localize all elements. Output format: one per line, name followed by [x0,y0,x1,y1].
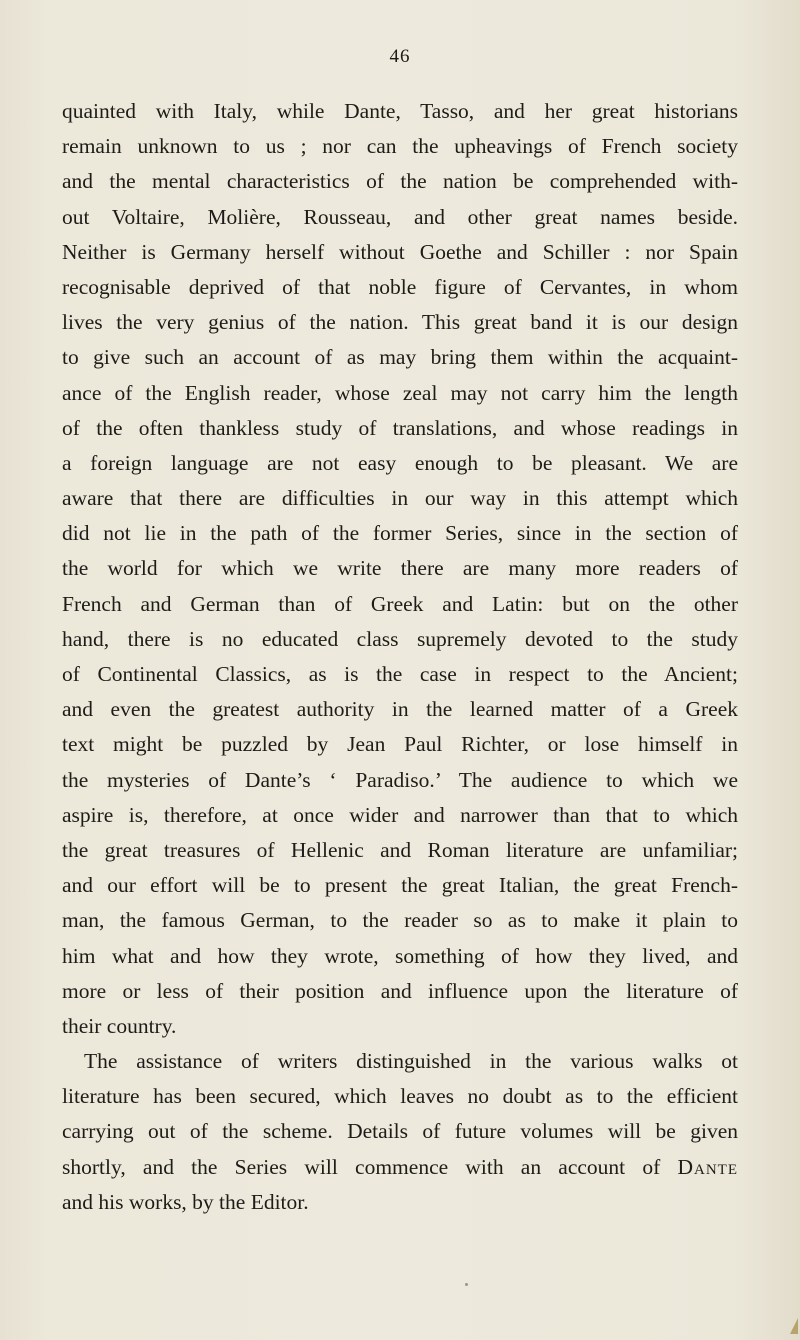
text-line: ance of the English reader, whose zeal may not carry him the length [62,380,738,405]
text-line: text might be puzzled by Jean Paul Richter, or lose himself in [62,732,738,757]
text-line: the mysteries of Dante’s ‘ Paradiso.’ The audience to which we [62,767,738,792]
text-line: and even the greatest authority in the learned matter of a Greek [62,697,738,722]
text-line: aware that there are difficulties in our way in this attempt which [62,486,738,511]
text-line [62,1150,738,1185]
text-line: carrying out of the scheme. Details of future volumes will be given [62,1119,738,1144]
text-line: the great treasures of Hellenic and Roman literature are unfamiliar; [62,837,738,862]
text-line: and his works, by the Editor. [62,1189,309,1214]
text-line: of the often thankless study of translations, and whose readings in [62,415,738,440]
text-line: and our effort will be to present the great Italian, the great French- [62,873,738,898]
paper-speck [465,1283,468,1286]
text-line: of Continental Classics, as is the case in respect to the Ancient; [62,662,738,686]
text-line: remain unknown to us ; nor can the upheavings of French society [62,134,738,159]
text-line: lives the very genius of the nation. This great band it is our design [62,310,738,335]
text-line: their country. [62,1013,177,1038]
text-line: The assistance of writers distinguished in the various walks ot [84,1049,738,1074]
page-number: 46 [389,46,411,67]
text-line: man, the famous German, to the reader so as to make it plain to [62,908,738,933]
text-line: and the mental characteristics of the nation be comprehended with- [62,169,738,194]
text-line: hand, there is no educated class supremely devoted to the study [62,626,738,651]
text-line: him what and how they wrote, something of how they lived, and [62,943,738,968]
paragraph-1 [62,94,738,1044]
text-segment: shortly, and the Series will commence with an account of [62,1154,661,1179]
text-line: literature has been secured, which leaves no doubt as to the efficient [62,1084,738,1109]
text-line: recognisable deprived of that noble figure of Cervantes, in whom [62,274,738,299]
text-line: a foreign language are not easy enough to be pleasant. We are [62,450,738,475]
text-line: out Voltaire, Molière, Rousseau, and other great names beside. [62,204,738,229]
small-caps-name: Dante [677,1154,738,1179]
body-text [62,94,738,1220]
text-line: the world for which we write there are many more readers of [62,556,738,581]
page-corner-mark [790,1318,798,1334]
text-line: to give such an account of as may bring them within the acquaint- [62,345,738,370]
text-line: Neither is Germany herself without Goethe and Schiller : nor Spain [62,239,738,264]
text-line: quainted with Italy, while Dante, Tasso, and her great historians [62,99,738,123]
paragraph-2 [62,1044,738,1220]
text-line: aspire is, therefore, at once wider and narrower than that to which [62,802,738,827]
text-line: French and German than of Greek and Latin: but on the other [62,591,738,616]
text-line: did not lie in the path of the former Series, since in the section of [62,521,738,546]
text-line: more or less of their position and influence upon the literature of [62,978,738,1003]
